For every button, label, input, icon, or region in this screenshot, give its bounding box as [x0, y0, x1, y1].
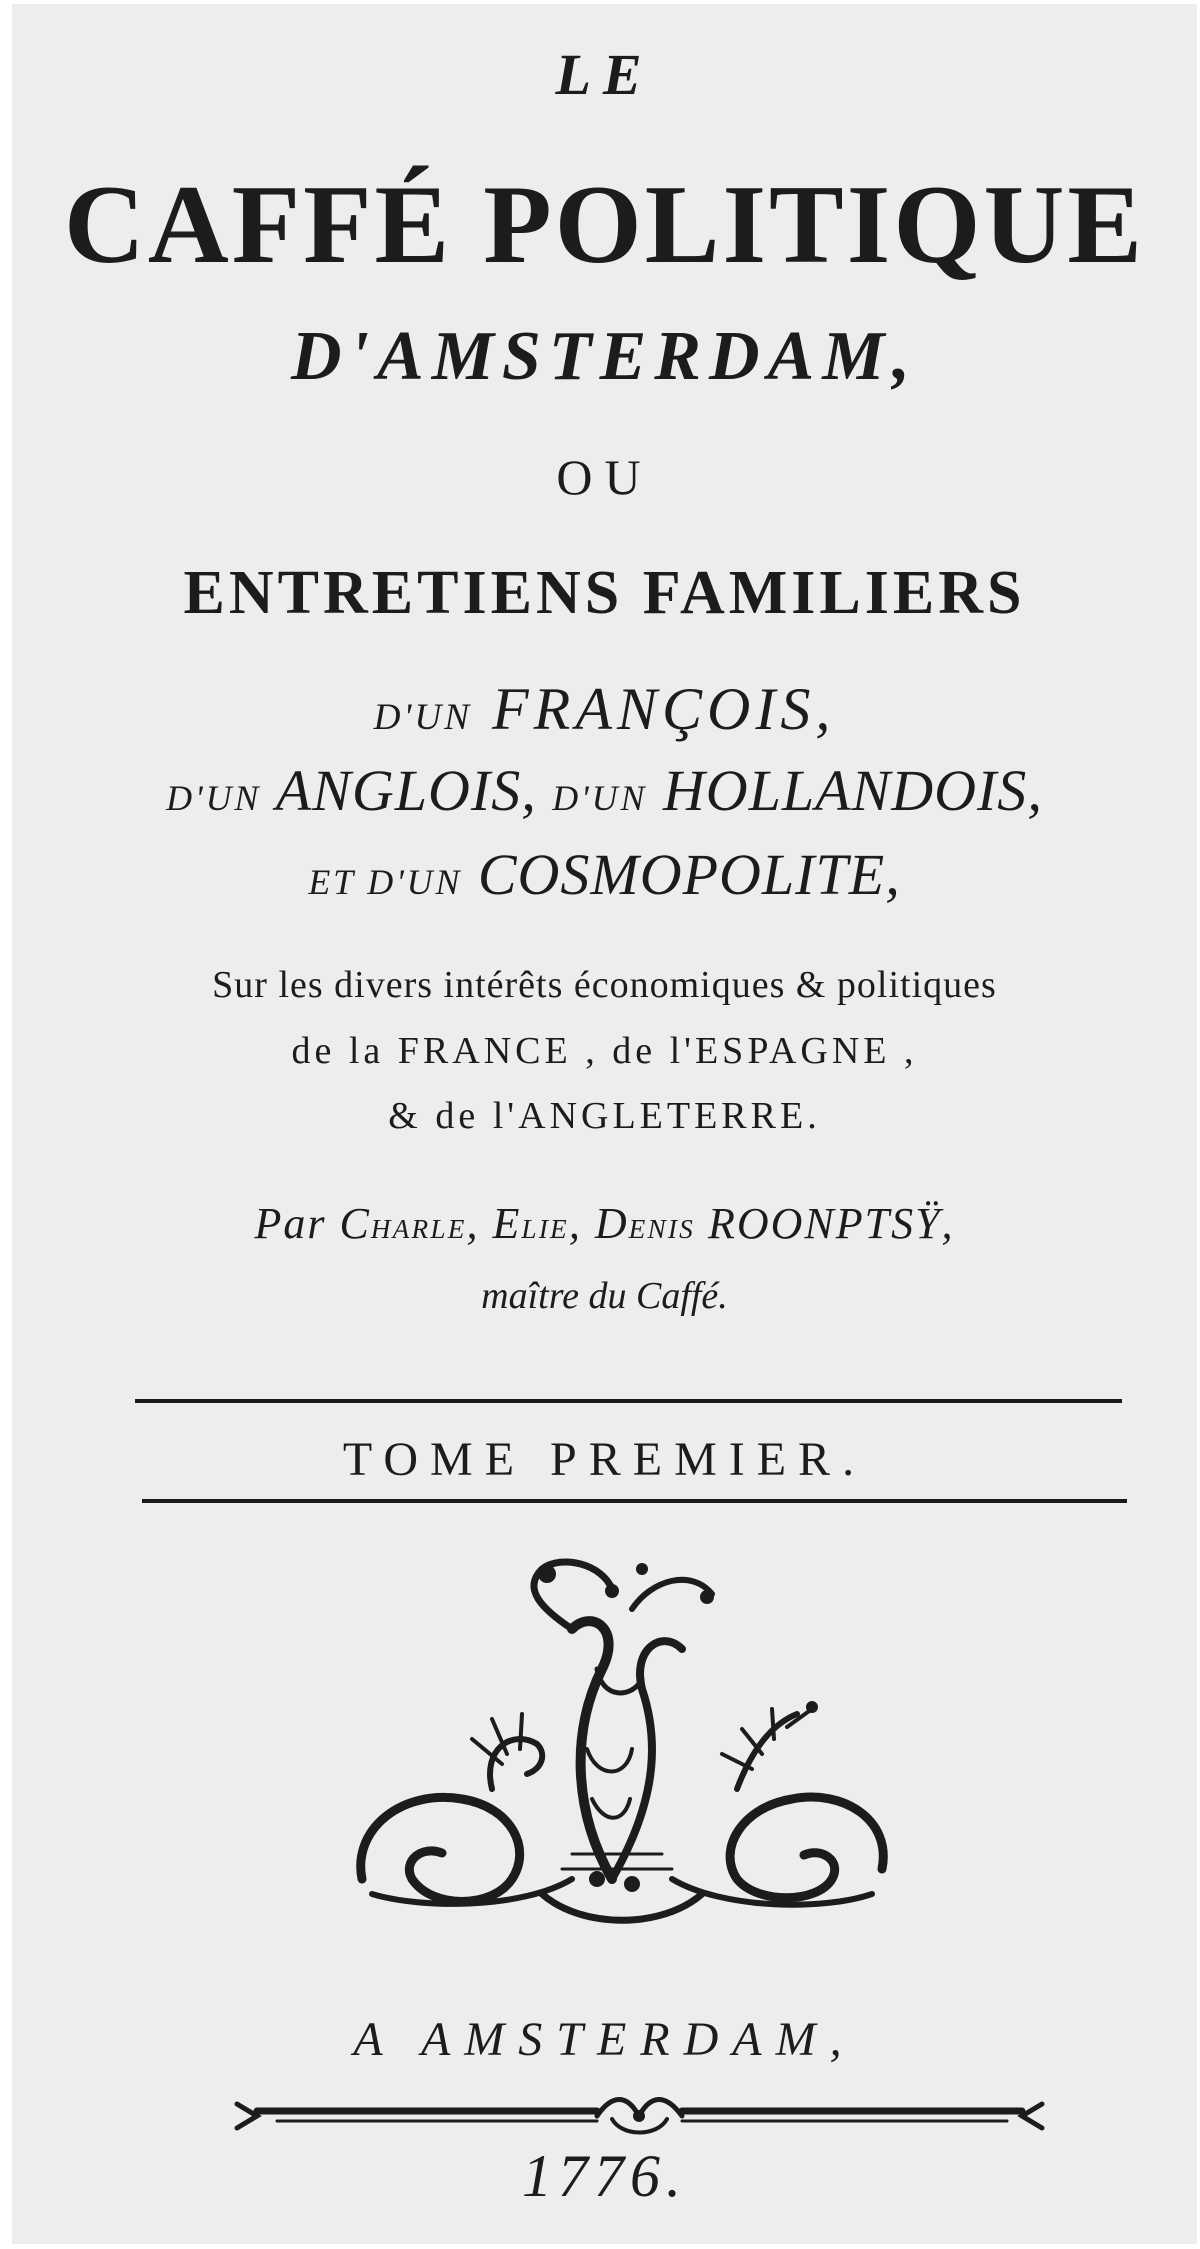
top-rule [135, 1399, 1122, 1403]
topic-line-2: de la FRANCE , de l'ESPAGNE , [291, 1030, 918, 1072]
author-second-rest: LIE [521, 1214, 569, 1244]
speaker-prefix: D'UN [166, 778, 262, 818]
topic-line-3: & de l'ANGLETERRE. [388, 1095, 821, 1137]
speaker-punct: , [885, 842, 901, 907]
speaker-prefix: D'UN [552, 778, 648, 818]
author-third-rest: ENIS [628, 1214, 695, 1244]
speaker-punct: , [815, 676, 836, 742]
speaker-francois [12, 676, 1197, 742]
speaker-prefix: D'UN [373, 697, 473, 738]
author-par: Par [254, 1199, 327, 1248]
volume-label: TOME PREMIER. [342, 1433, 867, 1486]
speaker-name: ANGLOIS [275, 758, 522, 823]
speaker-anglois-hollandois [12, 758, 1197, 823]
bottom-rule [142, 1499, 1127, 1503]
speaker-name: FRANÇOIS [492, 676, 816, 742]
speaker-separator: , [521, 758, 537, 823]
author-second-initial: E [492, 1199, 522, 1248]
title-place: D'AMSTERDAM, [291, 318, 918, 395]
author-third-initial: D [594, 1199, 629, 1248]
author-surname: ROONPTSŸ [707, 1199, 942, 1248]
author-comma: , [568, 1199, 582, 1248]
title-conjunction: OU [556, 449, 653, 505]
imprint-year: 1776. [522, 2143, 687, 2209]
title-article: LE [555, 42, 654, 107]
author-first-initial: C [339, 1199, 371, 1248]
ornamental-rule-icon [217, 2089, 1062, 2139]
rococo-vignette-icon [342, 1549, 902, 1944]
speaker-prefix: ET D'UN [308, 862, 463, 902]
author-comma: , [466, 1199, 480, 1248]
subtitle: ENTRETIENS FAMILIERS [183, 559, 1026, 627]
topic-line-1: Sur les divers intérêts économiques & politiques [212, 964, 997, 1006]
speaker-name: HOLLANDOIS [662, 758, 1028, 823]
speaker-cosmopolite [12, 842, 1197, 907]
main-title: CAFFÉ POLITIQUE [63, 163, 1146, 287]
speaker-punct: , [1027, 758, 1043, 823]
author-role: maître du Caffé. [481, 1275, 728, 1317]
imprint-place: A AMSTERDAM, [353, 2013, 856, 2066]
author-line [12, 1199, 1197, 1248]
author-comma: , [941, 1199, 955, 1248]
speaker-name: COSMOPOLITE [477, 842, 886, 907]
title-page [12, 4, 1197, 2244]
author-first-rest: HARLE [370, 1214, 467, 1244]
